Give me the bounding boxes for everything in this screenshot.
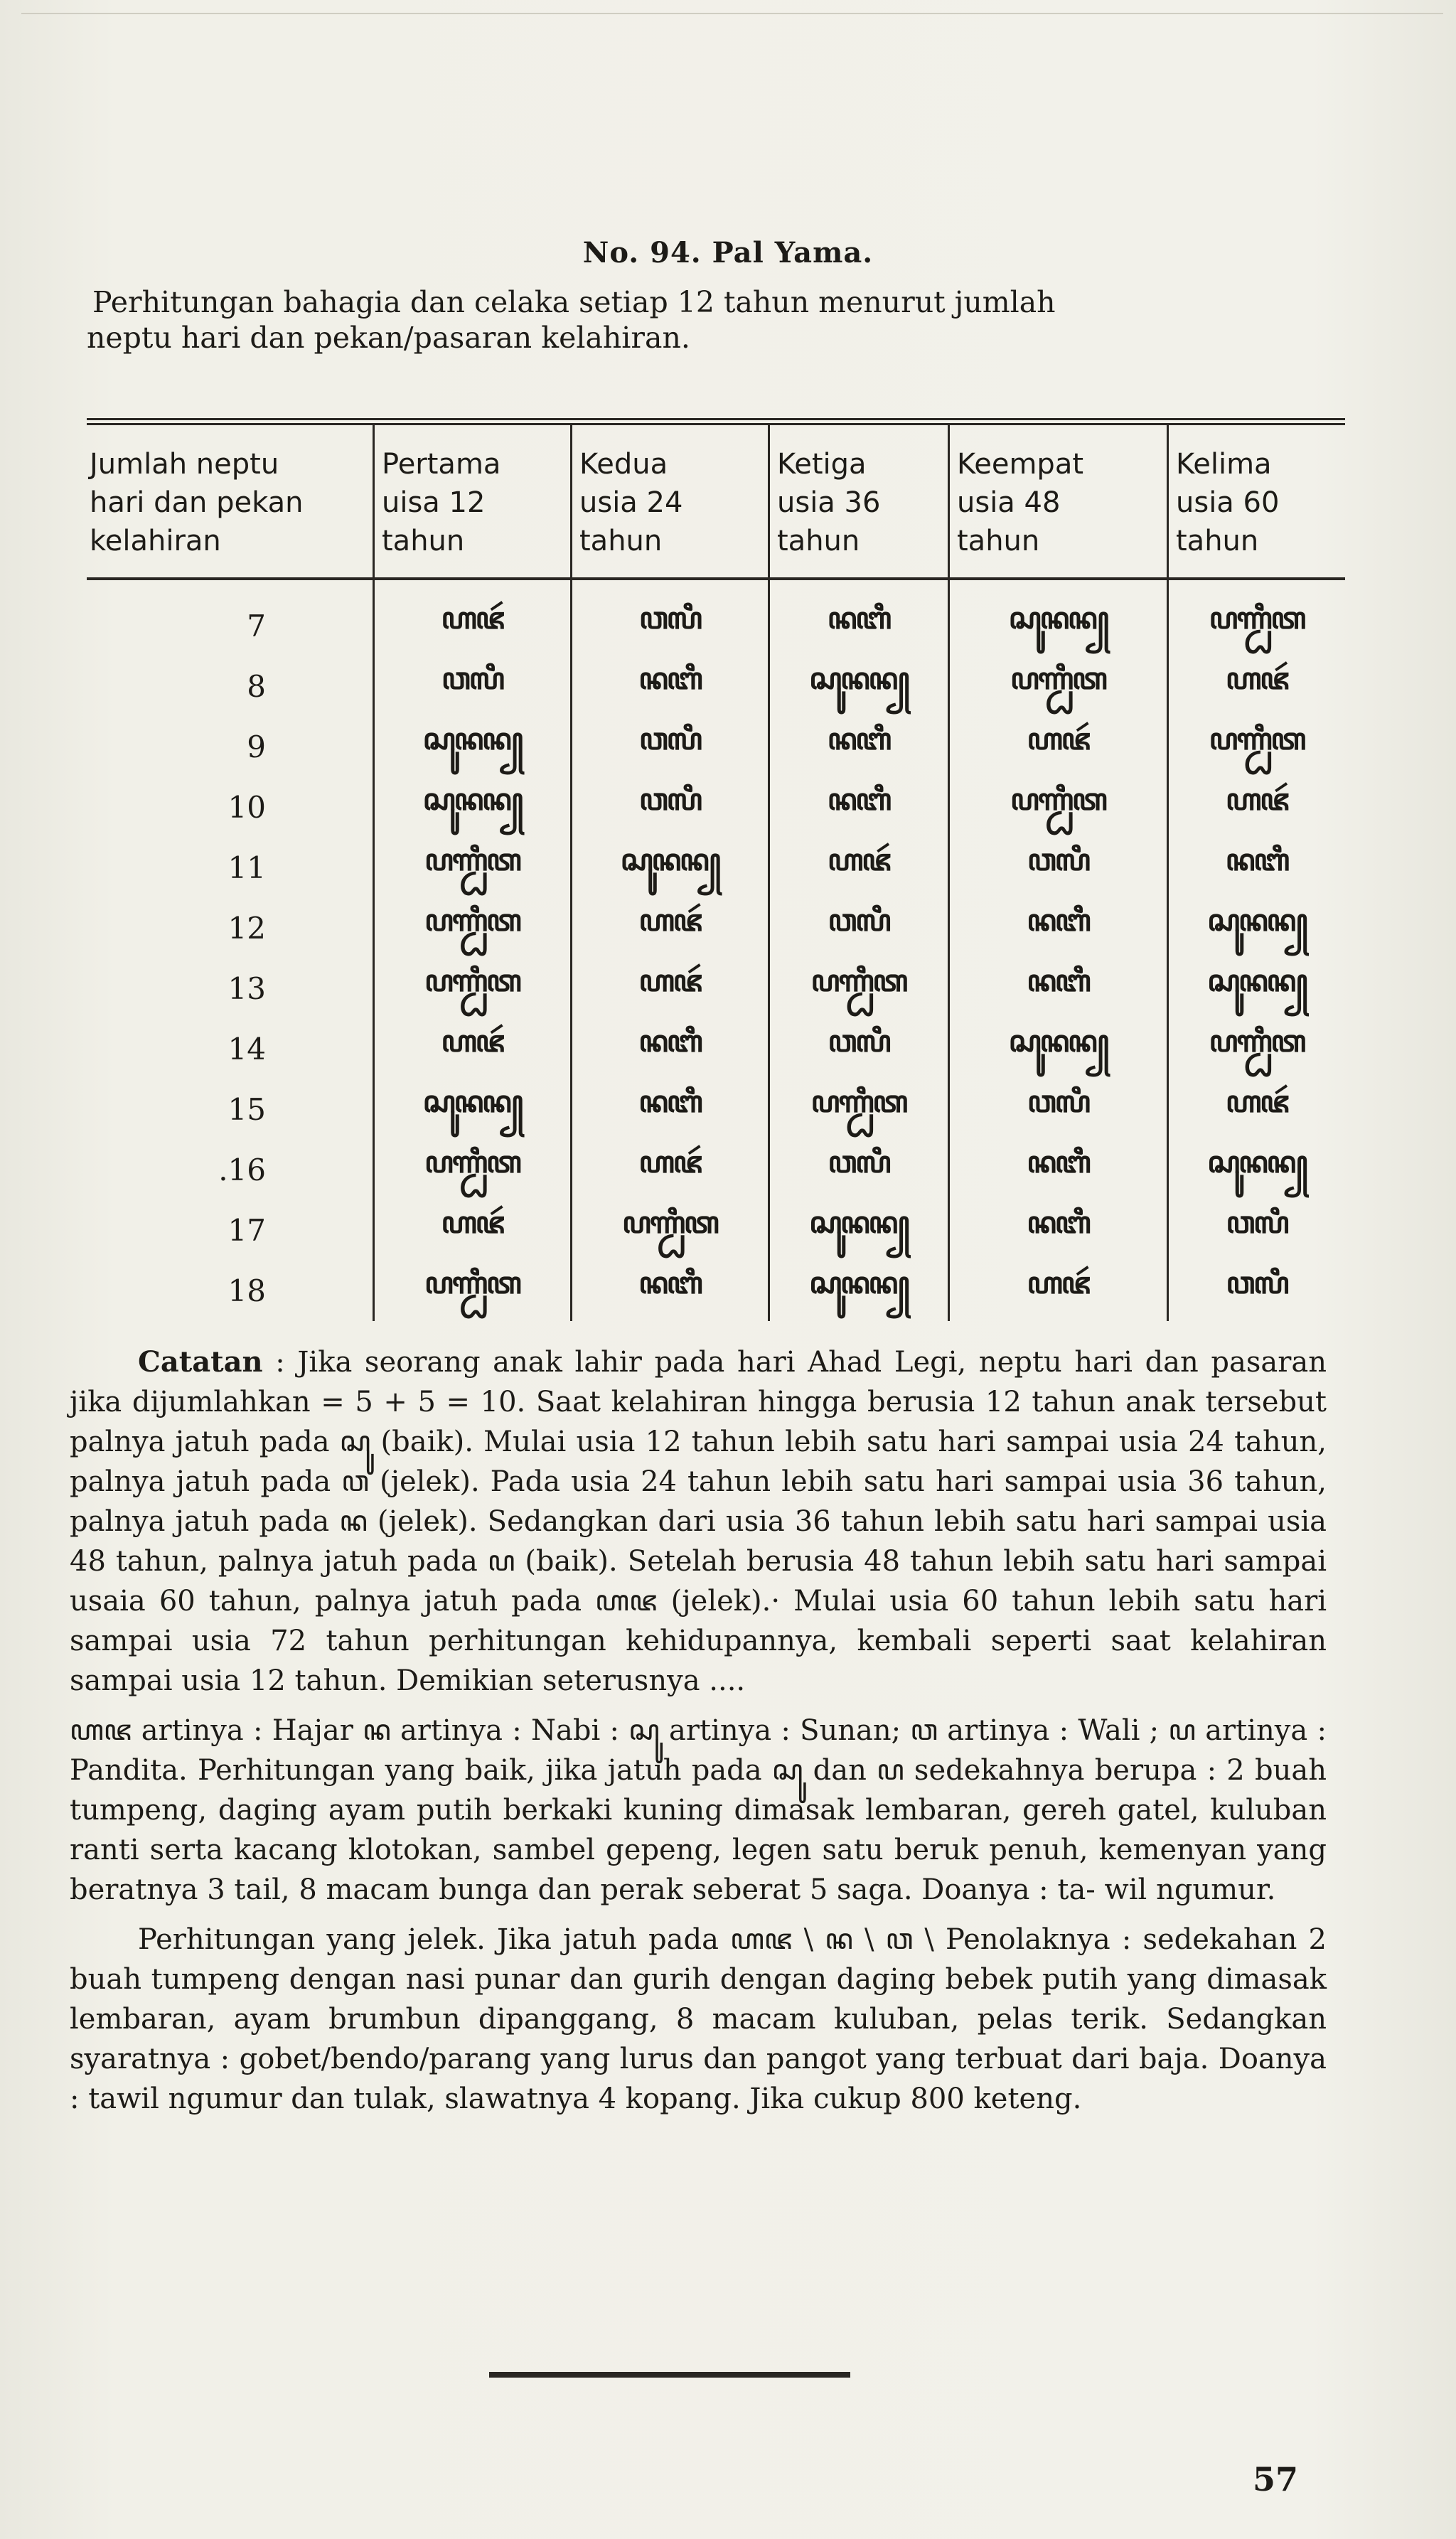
header-line: uisa 12 bbox=[382, 486, 486, 519]
pal-symbol: ꦲꦗꦂ bbox=[374, 1200, 572, 1261]
pal-symbol: ꦥꦟ꧀ꦝꦶꦠ bbox=[1168, 717, 1346, 777]
intro-line-1: Perhitungan bahagia dan celaka setiap 12 tahun menurut jumlah bbox=[92, 285, 1056, 319]
table-body bbox=[87, 579, 1345, 1321]
pal-symbol: ꦤꦧꦶ bbox=[949, 1200, 1168, 1261]
pal-symbol: ꦥꦟ꧀ꦝꦶꦠ bbox=[949, 656, 1168, 717]
header-line: usia 24 bbox=[579, 486, 683, 519]
pal-symbol: ꦱꦸꦤꦤ꧀ bbox=[572, 838, 769, 898]
bad-calculation-paragraph: Perhitungan yang jelek. Jika jatuh pada ꦲꦗ \ ꦤ \ ꦮ \ Penolaknya : sedekahan 2 buah tumpeng dengan nasi punar dan gurih dengan daging bebek putih yang dimasak lembaran, ayam brumbun dipanggang, 8 macam kuluban, pelas terik. Sedangkan syaratnya : gobet/bendo/parang yang lurus dan pangot yang terbuat dari baja. Doanya : tawil ngumur dan tulak, slawatnya 4 kopang. Jika cukup 800 keteng. bbox=[70, 1923, 1327, 2115]
pal-symbol: ꦱꦸꦤꦤ꧀ bbox=[769, 1200, 949, 1261]
neptu-value: 12 bbox=[228, 911, 266, 946]
pal-symbol: ꦱꦸꦤꦤ꧀ bbox=[949, 1019, 1168, 1079]
pal-symbol: ꦤꦧꦶ bbox=[572, 1079, 769, 1140]
table-row bbox=[87, 777, 1345, 838]
pal-symbol: ꦤꦧꦶ bbox=[949, 958, 1168, 1019]
neptu-value: .16 bbox=[218, 1153, 266, 1187]
pal-symbol: ꦲꦗꦂ bbox=[1168, 777, 1346, 838]
pal-symbol: ꦲꦗꦂ bbox=[374, 1019, 572, 1079]
header-line: tahun bbox=[579, 525, 663, 557]
catatan-paragraph bbox=[70, 1342, 1327, 1701]
pal-symbol: ꦲꦗꦂ bbox=[572, 1140, 769, 1200]
pal-symbol: ꦥꦟ꧀ꦝꦶꦠ bbox=[572, 1200, 769, 1261]
table-row bbox=[87, 898, 1345, 958]
pal-symbol: ꦱꦸꦤꦤ꧀ bbox=[374, 717, 572, 777]
intro-paragraph bbox=[87, 284, 1358, 356]
header-line: tahun bbox=[777, 525, 860, 557]
table-row bbox=[87, 656, 1345, 717]
table-header-row bbox=[87, 422, 1345, 579]
page-top-edge bbox=[21, 13, 1443, 14]
pal-symbol: ꦮꦭꦶ bbox=[769, 1019, 949, 1079]
intro-line-2: neptu hari dan pekan/pasaran kelahiran. bbox=[87, 321, 690, 355]
header-line: usia 48 bbox=[957, 486, 1061, 519]
catatan-label: Catatan bbox=[138, 1345, 263, 1379]
pal-symbol: ꦱꦸꦤꦤ꧀ bbox=[949, 579, 1168, 656]
table-row bbox=[87, 579, 1345, 656]
pal-symbol: ꦥꦟ꧀ꦝꦶꦠ bbox=[769, 1079, 949, 1140]
pal-symbol: ꦲꦗꦂ bbox=[1168, 1079, 1346, 1140]
pal-symbol: ꦤꦧꦶ bbox=[769, 717, 949, 777]
pal-symbol: ꦥꦟ꧀ꦝꦶꦠ bbox=[374, 838, 572, 898]
neptu-value: 9 bbox=[247, 729, 266, 764]
pal-symbol: ꦱꦸꦤꦤ꧀ bbox=[1168, 958, 1346, 1019]
pal-symbol: ꦱꦸꦤꦤ꧀ bbox=[769, 1261, 949, 1321]
pal-symbol: ꦥꦟ꧀ꦝꦶꦠ bbox=[1168, 1019, 1346, 1079]
pal-symbol: ꦤꦧꦶ bbox=[572, 1019, 769, 1079]
pal-symbol: ꦤꦧꦶ bbox=[572, 656, 769, 717]
closing-rule bbox=[489, 2372, 850, 2378]
neptu-value: 11 bbox=[228, 850, 266, 885]
header-line: Jumlah neptu bbox=[90, 448, 279, 481]
header-line: Ketiga bbox=[777, 448, 867, 481]
neptu-value: 14 bbox=[228, 1032, 266, 1067]
header-line: Kedua bbox=[579, 448, 668, 481]
pal-symbol: ꦮꦭꦶ bbox=[949, 1079, 1168, 1140]
pal-symbol: ꦤꦧꦶ bbox=[572, 1261, 769, 1321]
header-pertama bbox=[374, 422, 572, 579]
table-row bbox=[87, 838, 1345, 898]
pal-symbol: ꦱꦸꦤꦤ꧀ bbox=[374, 1079, 572, 1140]
pal-symbol: ꦥꦟ꧀ꦝꦶꦠ bbox=[1168, 579, 1346, 656]
pal-symbol: ꦱꦸꦤꦤ꧀ bbox=[1168, 898, 1346, 958]
neptu-value: 18 bbox=[228, 1273, 266, 1308]
pal-symbol: ꦥꦟ꧀ꦝꦶꦠ bbox=[374, 1261, 572, 1321]
pal-symbol: ꦲꦗꦂ bbox=[949, 1261, 1168, 1321]
header-line: Pertama bbox=[382, 448, 501, 481]
neptu-value: 13 bbox=[228, 971, 266, 1006]
pal-symbol: ꦤꦧꦶ bbox=[769, 579, 949, 656]
neptu-value: 10 bbox=[228, 790, 266, 825]
pal-symbol: ꦥꦟ꧀ꦝꦶꦠ bbox=[374, 958, 572, 1019]
header-line: tahun bbox=[382, 525, 465, 557]
pal-symbol: ꦱꦸꦤꦤ꧀ bbox=[374, 777, 572, 838]
pal-symbol: ꦤꦧꦶ bbox=[769, 777, 949, 838]
pal-symbol: ꦱꦸꦤꦤ꧀ bbox=[1168, 1140, 1346, 1200]
table-row bbox=[87, 1140, 1345, 1200]
pal-symbol: ꦤꦧꦶ bbox=[949, 1140, 1168, 1200]
table-row bbox=[87, 717, 1345, 777]
pal-symbol: ꦲꦗꦂ bbox=[572, 958, 769, 1019]
notes-section bbox=[70, 1342, 1327, 2129]
header-line: usia 36 bbox=[777, 486, 881, 519]
pal-symbol: ꦲꦗꦂ bbox=[769, 838, 949, 898]
header-jumlah-neptu bbox=[87, 422, 374, 579]
page-number: 57 bbox=[1253, 2460, 1299, 2498]
neptu-value: 15 bbox=[228, 1092, 266, 1127]
pal-symbol: ꦮꦭꦶ bbox=[572, 777, 769, 838]
section-title: No. 94. Pal Yama. bbox=[582, 236, 874, 269]
pal-symbol: ꦮꦭꦶ bbox=[769, 898, 949, 958]
pal-symbol: ꦲꦗꦂ bbox=[1168, 656, 1346, 717]
neptu-value: 8 bbox=[247, 669, 266, 704]
header-line: usia 60 bbox=[1176, 486, 1280, 519]
table-row bbox=[87, 1019, 1345, 1079]
pal-symbol: ꦥꦟ꧀ꦝꦶꦠ bbox=[769, 958, 949, 1019]
table-row bbox=[87, 1261, 1345, 1321]
table-row bbox=[87, 1079, 1345, 1140]
pal-symbol: ꦮꦭꦶ bbox=[572, 717, 769, 777]
header-line: Keempat bbox=[957, 448, 1084, 481]
header-ketiga bbox=[769, 422, 949, 579]
pal-symbol: ꦱꦸꦤꦤ꧀ bbox=[769, 656, 949, 717]
header-line: tahun bbox=[1176, 525, 1259, 557]
header-line: tahun bbox=[957, 525, 1040, 557]
pal-symbol: ꦲꦗꦂ bbox=[374, 579, 572, 656]
pal-symbol: ꦮꦭꦶ bbox=[1168, 1200, 1346, 1261]
pal-symbol: ꦥꦟ꧀ꦝꦶꦠ bbox=[374, 1140, 572, 1200]
catatan-text: : Jika seorang anak lahir pada hari Ahad Legi, neptu hari dan pasaran jika dijumlahkan = 5 + 5 = 10. Saat kelahiran hingga berusia 12 tahun anak tersebut palnya jatuh pada ꦱꦸ (baik). Mulai usia 12 tahun lebih satu hari sampai usia 24 tahun, palnya jatuh pada ꦮ (jelek). Pada usia 24 tahun lebih satu hari sampai usia 36 tahun, palnya jatuh pada ꦤ (jelek). Sedangkan dari usia 36 tahun lebih satu hari sampai usia 48 tahun, palnya jatuh pada ꦥ (baik). Setelah berusia 48 tahun lebih satu hari sampai usaia 60 tahun, palnya jatuh pada ꦲꦗ (jelek).· Mulai usia 60 tahun lebih satu hari sampai usia 72 tahun perhitungan kehidupannya, kembali seperti saat kelahiran sampai usia 12 tahun. Demikian seterusnya .... bbox=[70, 1346, 1327, 1697]
header-line: kelahiran bbox=[90, 525, 221, 557]
pal-symbol: ꦤꦧꦶ bbox=[949, 898, 1168, 958]
pal-symbol: ꦮꦭꦶ bbox=[374, 656, 572, 717]
meaning-paragraph: ꦲꦗ artinya : Hajar ꦤ artinya : Nabi : ꦱꦸ artinya : Sunan; ꦮ artinya : Wali ; ꦥ artinya : Pandita. Perhitungan yang baik, jika jatuh pada ꦱꦸ dan ꦥ sedekahnya berupa : 2 buah tumpeng, daging ayam putih berkaki kuning dimasak lembaran, gereh gatel, kuluban ranti serta kacang klotokan, sambel gepeng, legen satu beruk penuh, kemenyan yang beratnya 3 tail, 8 macam bunga dan perak seberat 5 saga. Doanya : ta- wil ngumur. bbox=[70, 1714, 1327, 1906]
neptu-value: 7 bbox=[247, 609, 266, 643]
table-row bbox=[87, 958, 1345, 1019]
pal-symbol: ꦥꦟ꧀ꦝꦶꦠ bbox=[374, 898, 572, 958]
pal-symbol: ꦮꦭꦶ bbox=[1168, 1261, 1346, 1321]
header-kedua bbox=[572, 422, 769, 579]
pal-yama-table bbox=[87, 418, 1345, 1321]
header-line: hari dan pekan bbox=[90, 486, 304, 519]
pal-symbol: ꦮꦭꦶ bbox=[949, 838, 1168, 898]
pal-symbol: ꦲꦗꦂ bbox=[949, 717, 1168, 777]
pal-symbol: ꦤꦧꦶ bbox=[1168, 838, 1346, 898]
header-line: Kelima bbox=[1176, 448, 1272, 481]
neptu-value: 17 bbox=[228, 1213, 266, 1248]
pal-symbol: ꦮꦭꦶ bbox=[769, 1140, 949, 1200]
pal-symbol: ꦮꦭꦶ bbox=[572, 579, 769, 656]
header-keempat bbox=[949, 422, 1168, 579]
pal-symbol: ꦥꦟ꧀ꦝꦶꦠ bbox=[949, 777, 1168, 838]
table-row bbox=[87, 1200, 1345, 1261]
header-kelima bbox=[1168, 422, 1346, 579]
pal-symbol: ꦲꦗꦂ bbox=[572, 898, 769, 958]
